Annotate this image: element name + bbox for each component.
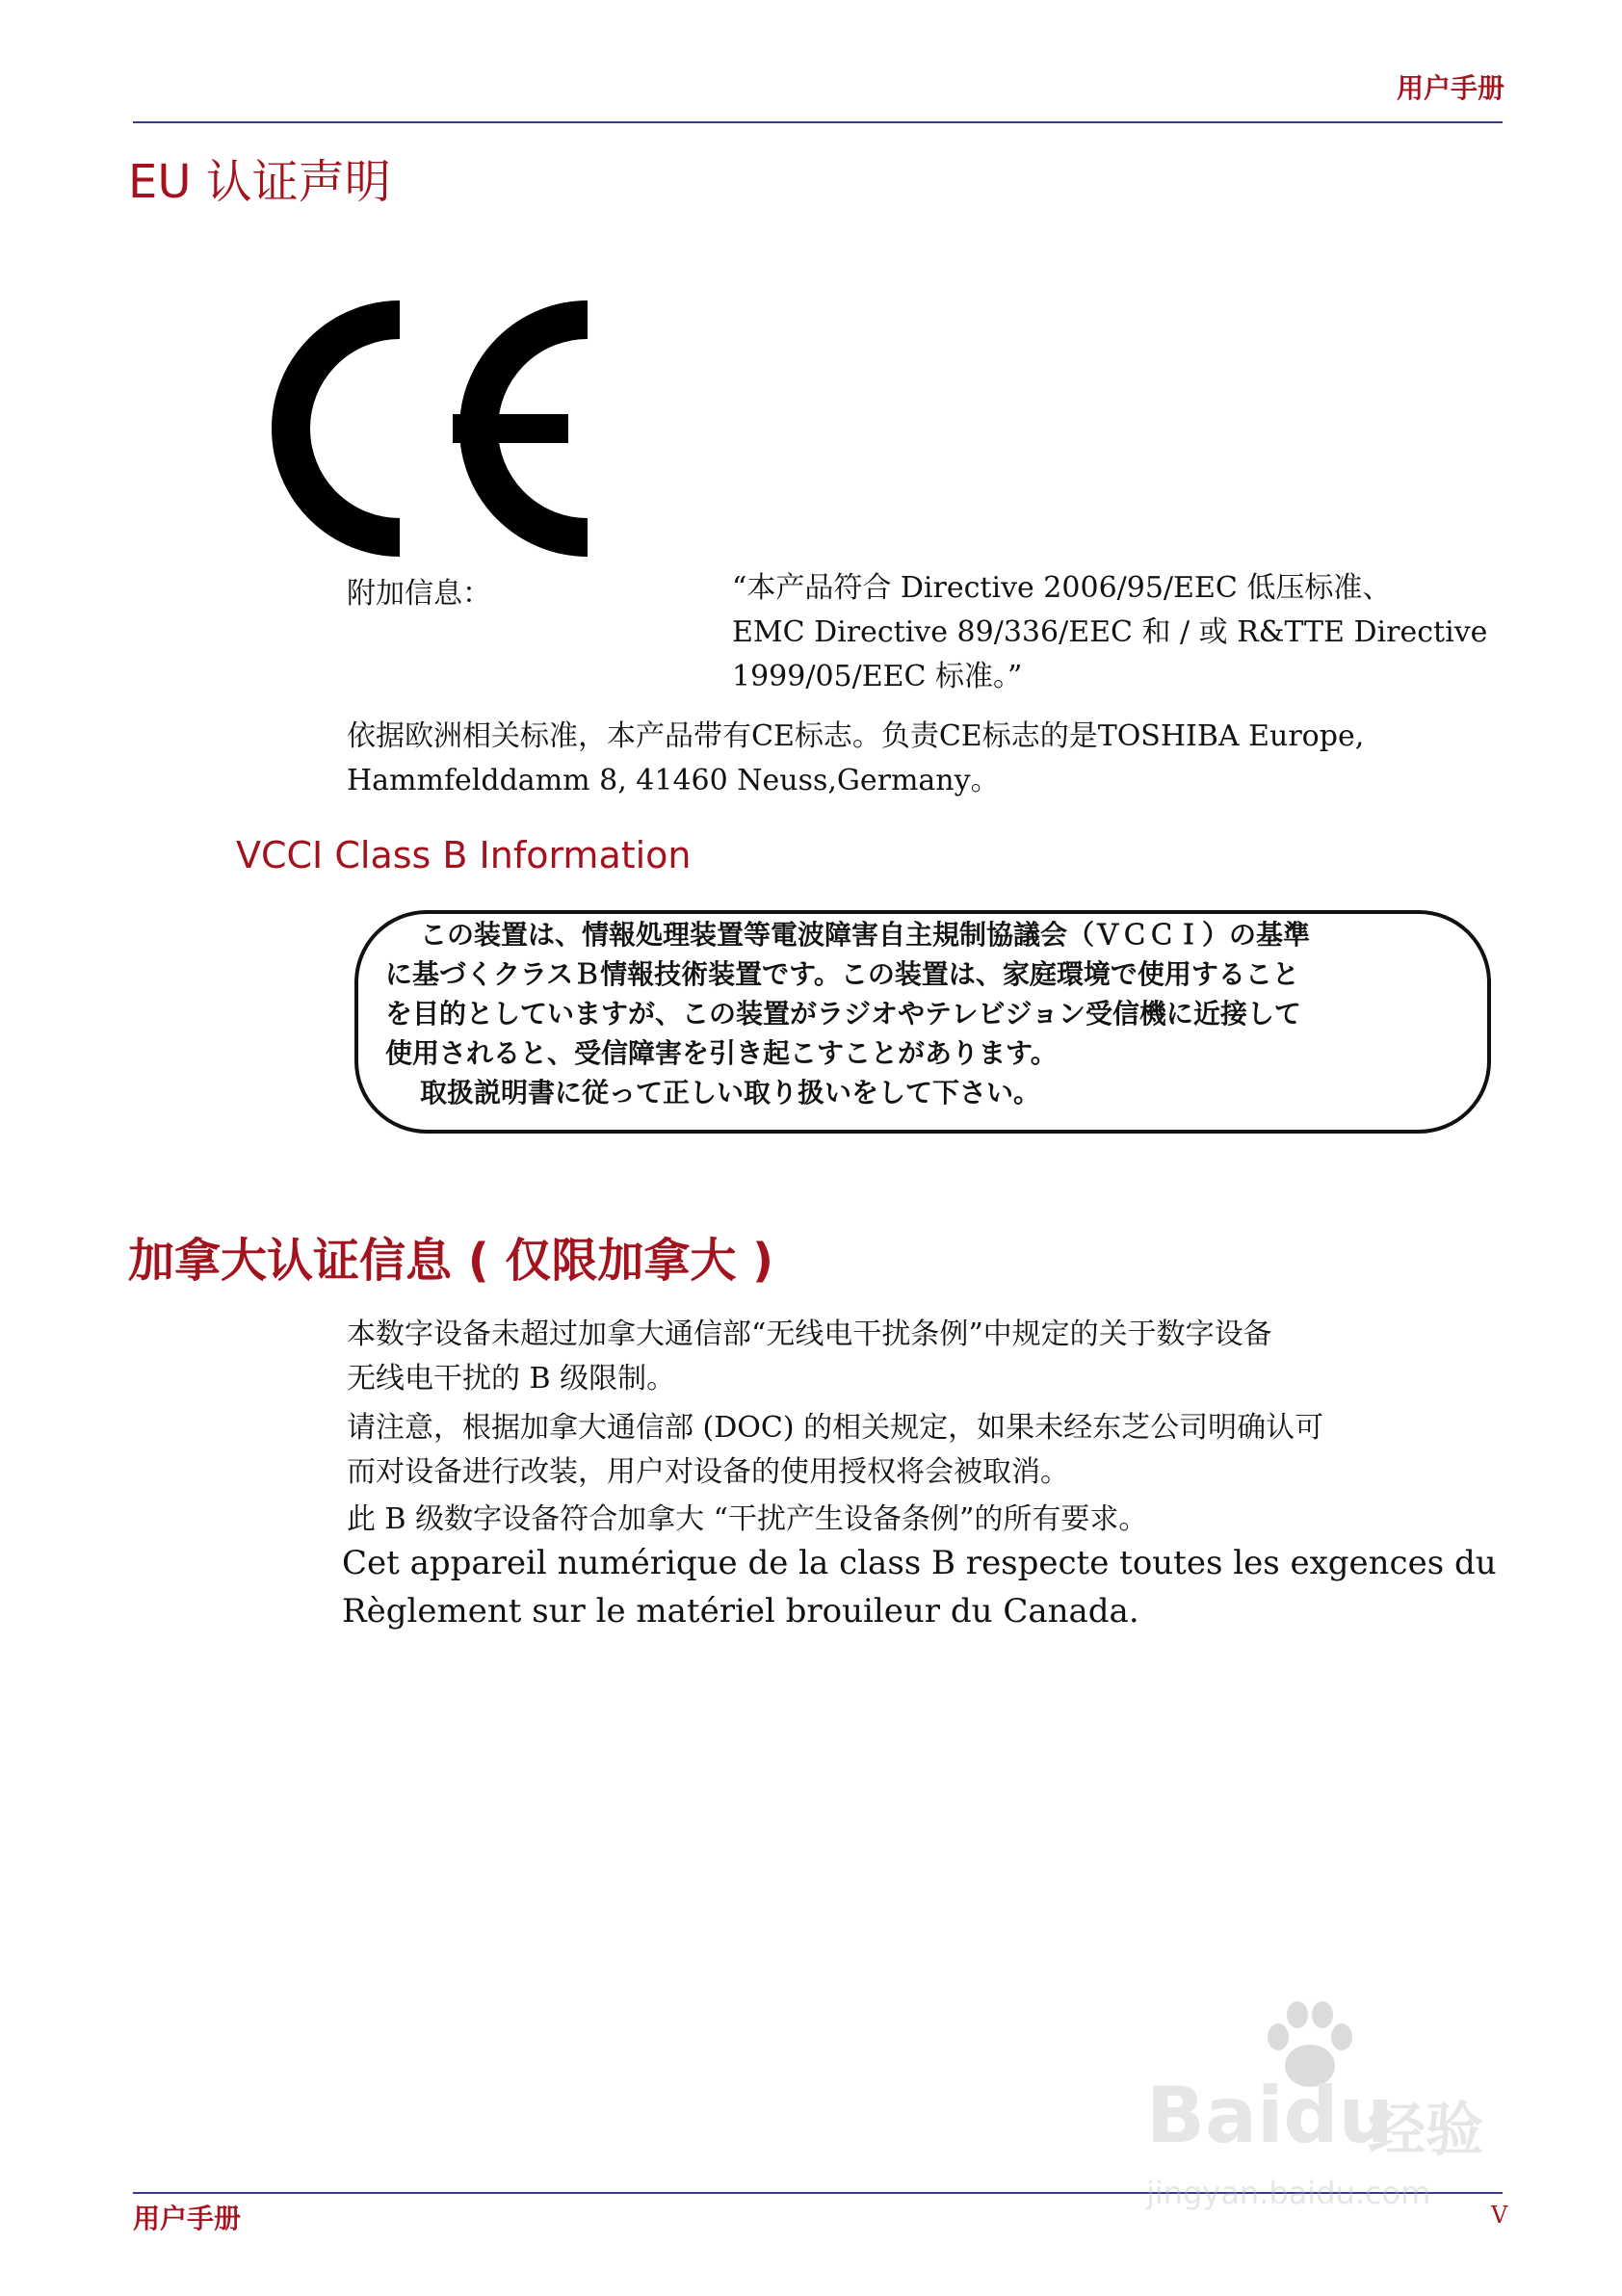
ce-e-bar: [453, 414, 568, 443]
quote-line: EMC Directive 89/336/EEC 和 / 或 R&TTE Directive: [732, 615, 1488, 649]
canada-para-line: 无线电干扰的 B 级限制。: [347, 1362, 676, 1396]
vcci-line: 使用されると、受信障害を引き起こすことがあります。: [385, 1037, 1058, 1069]
canada-para-line: 而对设备进行改装，用户对设备的使用授权将会被取消。: [347, 1455, 1069, 1489]
page-number: V: [1491, 2202, 1508, 2229]
ce-c-glyph: [291, 320, 400, 537]
watermark-cn: 经验: [1368, 2097, 1483, 2164]
statement-line: Hammfelddamm 8, 41460 Neuss,Germany。: [347, 764, 1000, 797]
ce-mark-logo: [260, 299, 607, 559]
canada-para-line: 请注意，根据加拿大通信部 (DOC) 的相关规定，如果未经东芝公司明确认可: [347, 1411, 1324, 1445]
vcci-notice-text: [385, 915, 1474, 1112]
directive-quote: [732, 566, 1503, 699]
statement-line: 依据欧洲相关标准，本产品带有CE标志。负责CE标志的是TOSHIBA Europe,: [347, 719, 1365, 753]
additional-info-label: 附加信息：: [347, 577, 491, 611]
vcci-heading: VCCI Class B Information: [236, 834, 692, 876]
watermark-url: jingyan.baidu.com: [1146, 2175, 1431, 2211]
watermark-brand: Baidu: [1146, 2071, 1394, 2160]
canada-heading: 加拿大认证信息 ( 仅限加拿大 ): [128, 1234, 774, 1288]
vcci-line: を目的としていますが、この装置がラジオやテレビジョン受信機に近接して: [385, 998, 1301, 1030]
vcci-line: に基づくクラスＢ情報技術装置です。この装置は、家庭環境で使用すること: [385, 958, 1299, 990]
footer-title: 用户手册: [133, 2203, 242, 2234]
vcci-line: この装置は、情報処理装置等電波障害自主規制協議会（ＶＣＣＩ）の基準: [420, 919, 1311, 951]
canada-para-2: [347, 1406, 1503, 1495]
french-line: Cet appareil numérique de la class B respecte toutes les exgences du: [342, 1544, 1497, 1582]
header-rule: [133, 121, 1503, 123]
canada-para-3: 此 B 级数字设备符合加拿大 “干扰产生设备条例”的所有要求。: [347, 1502, 1148, 1536]
french-line: Règlement sur le matériel brouileur du Canada.: [342, 1592, 1139, 1631]
canada-para-1: [347, 1313, 1503, 1401]
vcci-line: 取扱説明書に従って正しい取り扱いをして下さい。: [420, 1077, 1041, 1109]
eu-heading: EU 认证声明: [128, 155, 391, 209]
baidu-watermark: [1146, 2051, 1551, 2234]
french-statement: [342, 1539, 1498, 1635]
quote-line: “本产品符合 Directive 2006/95/EEC 低压标准、: [732, 571, 1392, 605]
canada-para-line: 本数字设备未超过加拿大通信部“无线电干扰条例”中规定的关于数字设备: [347, 1318, 1272, 1351]
ce-statement: [347, 715, 1503, 803]
header-title: 用户手册: [1396, 72, 1504, 104]
quote-line: 1999/05/EEC 标准。”: [732, 660, 1023, 693]
